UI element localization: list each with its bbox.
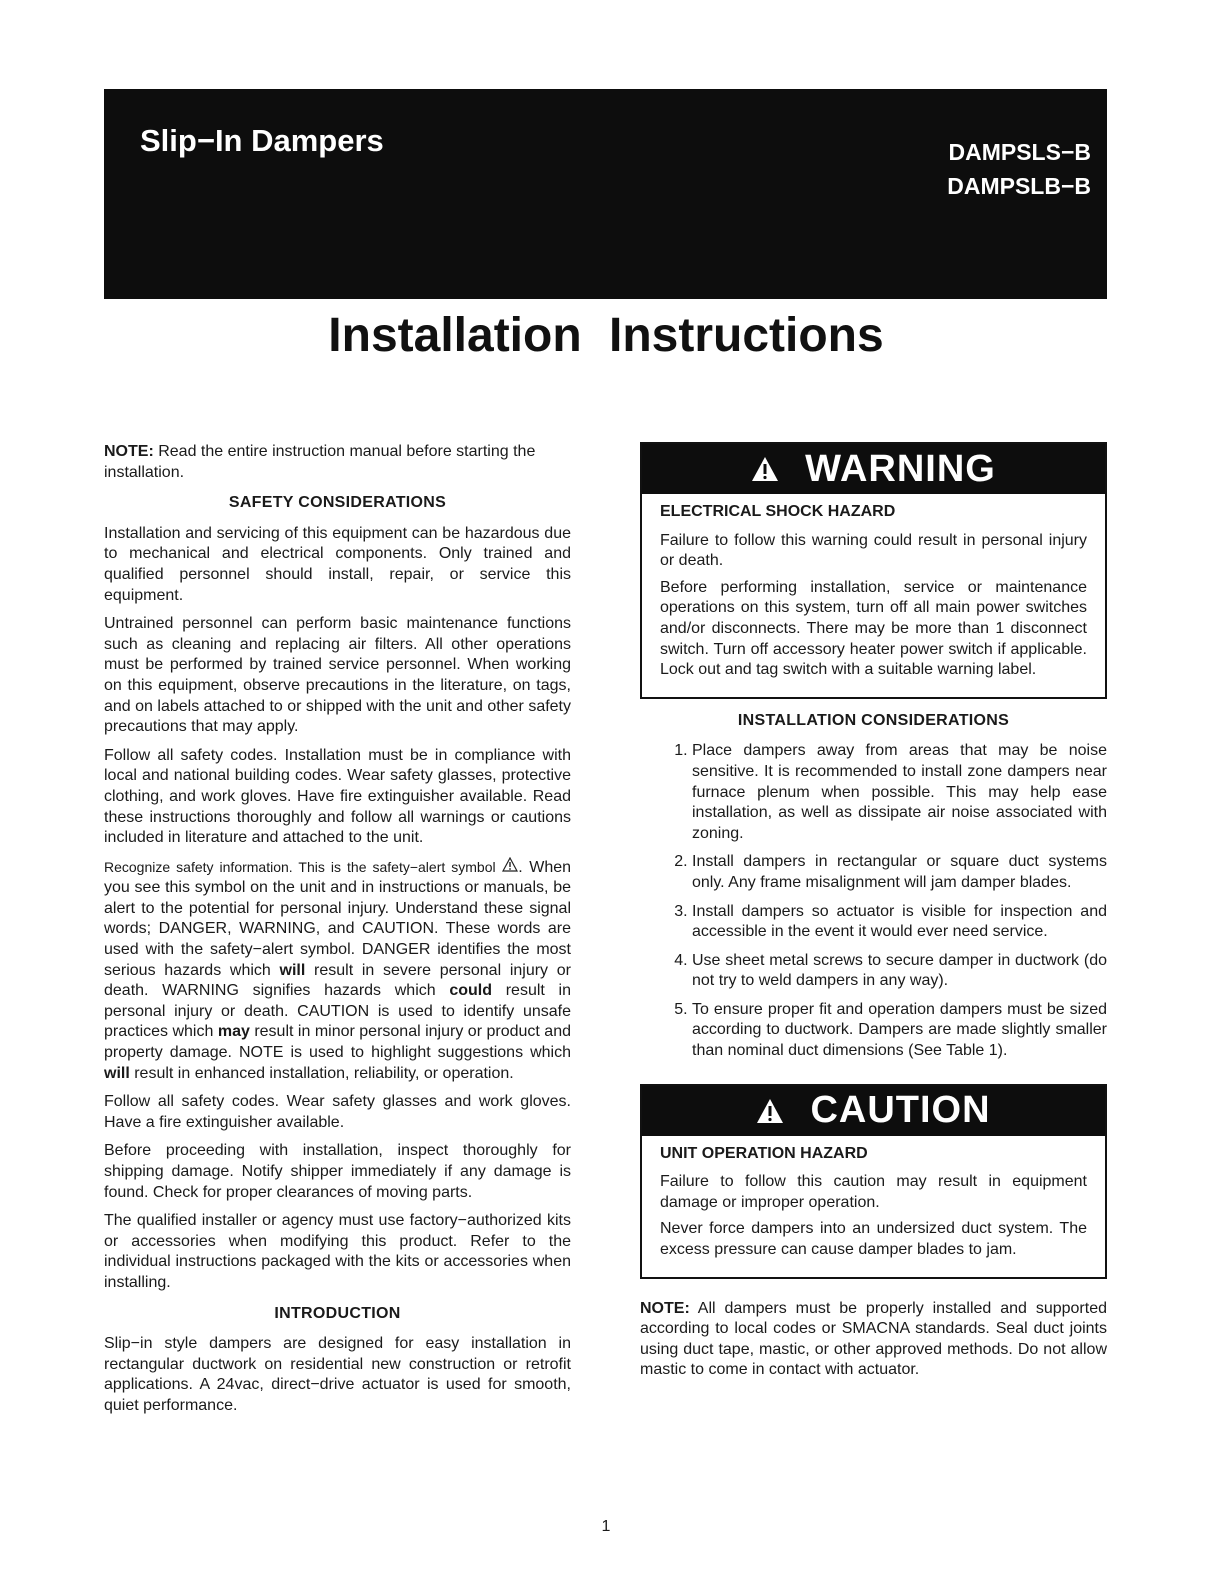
note-text: All dampers must be properly installed and supported according to local codes or SMACNA standards. Seal duct joints using duct tape, mastic, or other approved methods. Do not allow mastic to come in contact with actuator.: [640, 1299, 1107, 1379]
warning-paragraph: Failure to follow this warning could result in personal injury or death.: [660, 531, 1087, 570]
alert-intro: Recognize safety information. This is the safety−alert symbol: [104, 858, 496, 875]
caution-subhead: UNIT OPERATION HAZARD: [660, 1144, 868, 1162]
warning-body: [642, 494, 1105, 697]
list-item: 2. Install dampers in rectangular or square duct systems only. Any frame misalignment will jam damper blades.: [692, 852, 1107, 893]
caution-box: [640, 1084, 1107, 1279]
list-item: 5. To ensure proper fit and operation dampers must be sized according to ductwork. Dampers are made slightly smaller than nominal duct dimensions (See Table 1).: [692, 1000, 1107, 1062]
alert-text: result in enhanced installation, reliability, or operation.: [129, 1064, 514, 1082]
caution-header: [642, 1086, 1105, 1136]
introduction-paragraph: Slip−in style dampers are designed for easy installation in rectangular ductwork on residential new construction or retrofit applications. A 24vac, direct−drive actuator is used for smooth, quiet performance.: [104, 1335, 571, 1414]
caution-paragraph: Never force dampers into an undersized duct system. The excess pressure can cause damper blades to jam.: [660, 1220, 1087, 1259]
safety-paragraph: Follow all safety codes. Installation must be in compliance with local and national building codes. Wear safety glasses, protective clothing, and work gloves. Have fire extinguisher available. Read these instructions thoroughly and follow all warnings or cautions included in literature and attached to the unit.: [104, 746, 571, 847]
safety-alert-icon: [502, 859, 518, 876]
warning-header: [642, 444, 1105, 494]
warning-paragraph: Before performing installation, service or maintenance operations on this system, turn off all main power switches and/or disconnects. There may be more than 1 disconnect switch. Turn off accessory heater power switch if applicable. Lock out and tag switch with a suitable warning label.: [660, 578, 1087, 679]
safety-heading: SAFETY CONSIDERATIONS: [228, 494, 447, 512]
alert-text: result in minor personal injury or product and property damage. NOTE is used to highlight suggestions which: [104, 1023, 571, 1062]
warning-subhead: ELECTRICAL SHOCK HAZARD: [660, 503, 896, 520]
safety-paragraph: Before proceeding with installation, inspect thoroughly for shipping damage. Notify shipper immediately if any damage is found. Check for proper clearances of moving parts.: [104, 1142, 571, 1201]
note-label: NOTE:: [104, 443, 154, 460]
product-title: Slip−In Dampers: [140, 123, 384, 158]
safety-paragraph: Untrained personnel can perform basic maintenance functions such as cleaning and replacing air filters. All other operations must be performed by trained service personnel. When working on this equipment, observe precautions in the literature, on tags, and on labels attached to or shipped with the unit and other safety precautions that may apply.: [104, 615, 571, 736]
alert-emphasis: will: [279, 961, 306, 979]
alert-text: . When you see this symbol on the unit and in instructions or manuals, be alert to the potential for personal injury. Understand these signal words; DANGER, WARNING, and CAUTION. These words are used with the safety−alert symbol. DANGER identifies the most serious hazards which: [104, 858, 572, 979]
note-paragraph: [640, 1299, 1107, 1381]
left-column: [104, 442, 571, 1425]
introduction-heading: INTRODUCTION: [274, 1304, 401, 1322]
note-text: Read the entire instruction manual before starting the installation.: [104, 443, 536, 481]
installation-heading: INSTALLATION CONSIDERATIONS: [737, 711, 1010, 729]
warning-triangle-icon: [751, 456, 779, 482]
installation-list: [640, 741, 1107, 1061]
page-number: 1: [601, 1518, 611, 1535]
list-item: 1. Place dampers away from areas that may be noise sensitive. It is recommended to install zone dampers near furnace plenum when possible. This may help ease installation, as well as dissipate air noise associated with zoning.: [692, 741, 1107, 844]
alert-emphasis: will: [104, 1064, 130, 1082]
model-number: DAMPSLS−B: [948, 139, 1091, 165]
safety-paragraph: The qualified installer or agency must use factory−authorized kits or accessories when modifying this product. Refer to the individual instructions packaged with the kits or accessories when installing.: [104, 1212, 571, 1291]
right-column: [640, 442, 1107, 1389]
safety-alert-paragraph: [104, 857, 571, 1085]
model-number: DAMPSLB−B: [947, 173, 1091, 199]
caution-triangle-icon: [756, 1098, 784, 1124]
alert-emphasis: may: [217, 1023, 250, 1041]
caution-body: [642, 1136, 1105, 1277]
caution-label: CAUTION: [810, 1089, 991, 1132]
warning-label: WARNING: [805, 447, 996, 490]
alert-text: result in severe personal injury or death. WARNING signifies hazards which: [104, 961, 571, 1000]
list-item: 3. Install dampers so actuator is visible for inspection and accessible in the event it would ever need service.: [692, 902, 1107, 943]
caution-paragraph: Failure to follow this caution may result in equipment damage or improper operation.: [660, 1173, 1087, 1211]
note-paragraph: [104, 442, 571, 483]
header-banner: [104, 89, 1107, 299]
safety-paragraph: Follow all safety codes. Wear safety glasses and work gloves. Have a fire extinguisher available.: [104, 1093, 571, 1131]
model-numbers: [947, 135, 1091, 203]
note-label: NOTE:: [640, 1299, 690, 1317]
alert-emphasis: could: [449, 982, 493, 1000]
safety-paragraph: Installation and servicing of this equipment can be hazardous due to mechanical and electrical components. Only trained and qualified personnel should install, repair, or service this equipment.: [104, 524, 571, 604]
document-title: Installation Instructions: [328, 309, 884, 362]
list-item: 4. Use sheet metal screws to secure damper in ductwork (do not try to weld dampers in any way).: [692, 951, 1107, 992]
alert-text: result in personal injury or death. CAUTION is used to identify unsafe practices which: [104, 982, 572, 1041]
warning-box: [640, 442, 1107, 699]
